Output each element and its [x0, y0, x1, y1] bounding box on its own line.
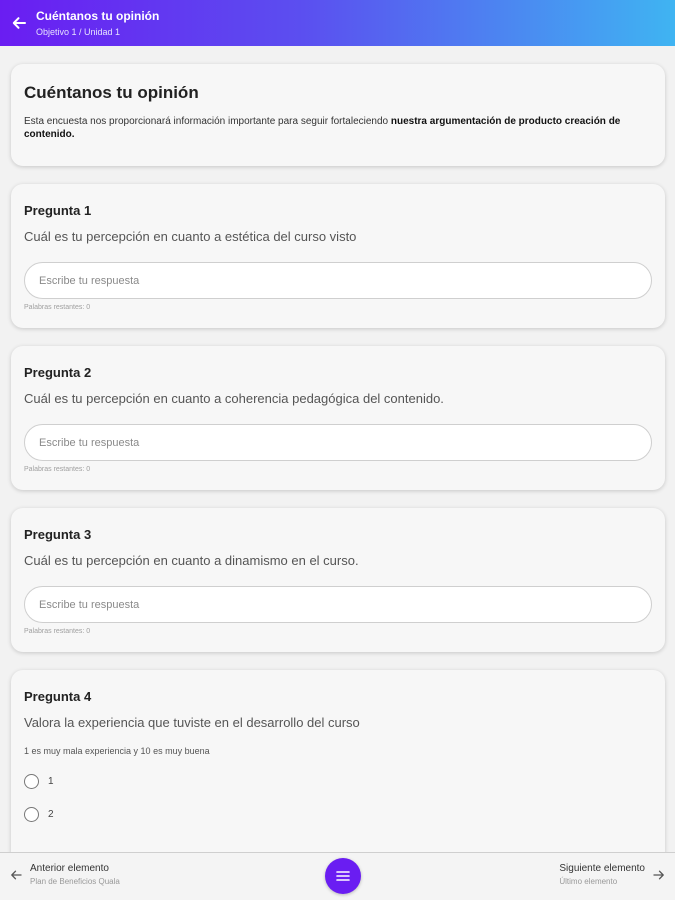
question-text: Cuál es tu percepción en cuanto a dinamismo en el curso. [24, 553, 359, 568]
question-card-1 [11, 184, 665, 328]
question-card-4 [11, 670, 665, 852]
app-header [0, 0, 675, 46]
header-breadcrumb: Objetivo 1 / Unidad 1 [36, 26, 121, 37]
survey-content[interactable] [0, 46, 675, 852]
menu-icon [335, 869, 351, 883]
next-element-name: Último elemento [559, 877, 618, 886]
question-card-3 [11, 508, 665, 652]
answer-input-1[interactable] [24, 262, 652, 299]
rating-option-1[interactable] [24, 774, 652, 789]
arrow-left-icon [11, 15, 27, 31]
question-title: Pregunta 1 [24, 203, 92, 218]
words-remaining: Palabras restantes: 0 [24, 628, 91, 635]
header-title: Cuéntanos tu opinión [36, 8, 160, 23]
arrow-left-icon [10, 869, 22, 881]
survey-description: Esta encuesta nos proporcionará información importante para seguir fortaleciendo nuestra argumentación de producto creación de contenido. [24, 116, 621, 140]
previous-element-button[interactable] [10, 863, 120, 887]
rating-option-label: 2 [48, 809, 54, 820]
words-remaining: Palabras restantes: 0 [24, 304, 91, 311]
question-title: Pregunta 4 [24, 689, 92, 704]
survey-heading: Cuéntanos tu opinión [24, 83, 199, 102]
words-remaining: Palabras restantes: 0 [24, 466, 91, 473]
menu-button[interactable] [325, 858, 361, 894]
question-card-2 [11, 346, 665, 490]
question-title: Pregunta 2 [24, 365, 92, 380]
rating-option-2[interactable] [24, 807, 652, 822]
next-element-button[interactable] [559, 863, 665, 887]
arrow-right-icon [653, 869, 665, 881]
question-text: Cuál es tu percepción en cuanto a estética del curso visto [24, 229, 357, 244]
radio-button[interactable] [24, 807, 39, 822]
rating-option-label: 1 [48, 776, 54, 787]
answer-input-2[interactable] [24, 424, 652, 461]
answer-input-3[interactable] [24, 586, 652, 623]
question-title: Pregunta 3 [24, 527, 92, 542]
bottom-navigation [0, 852, 675, 900]
back-button[interactable] [8, 12, 30, 34]
previous-element-label: Anterior elemento [30, 863, 109, 874]
next-element-label: Siguiente elemento [559, 863, 645, 874]
scale-hint: 1 es muy mala experiencia y 10 es muy buena [24, 746, 210, 756]
radio-button[interactable] [24, 774, 39, 789]
question-text: Cuál es tu percepción en cuanto a coherencia pedagógica del contenido. [24, 391, 444, 406]
intro-card [11, 64, 665, 166]
question-text: Valora la experiencia que tuviste en el desarrollo del curso [24, 715, 360, 730]
previous-element-name: Plan de Beneficios Quala [30, 877, 120, 886]
